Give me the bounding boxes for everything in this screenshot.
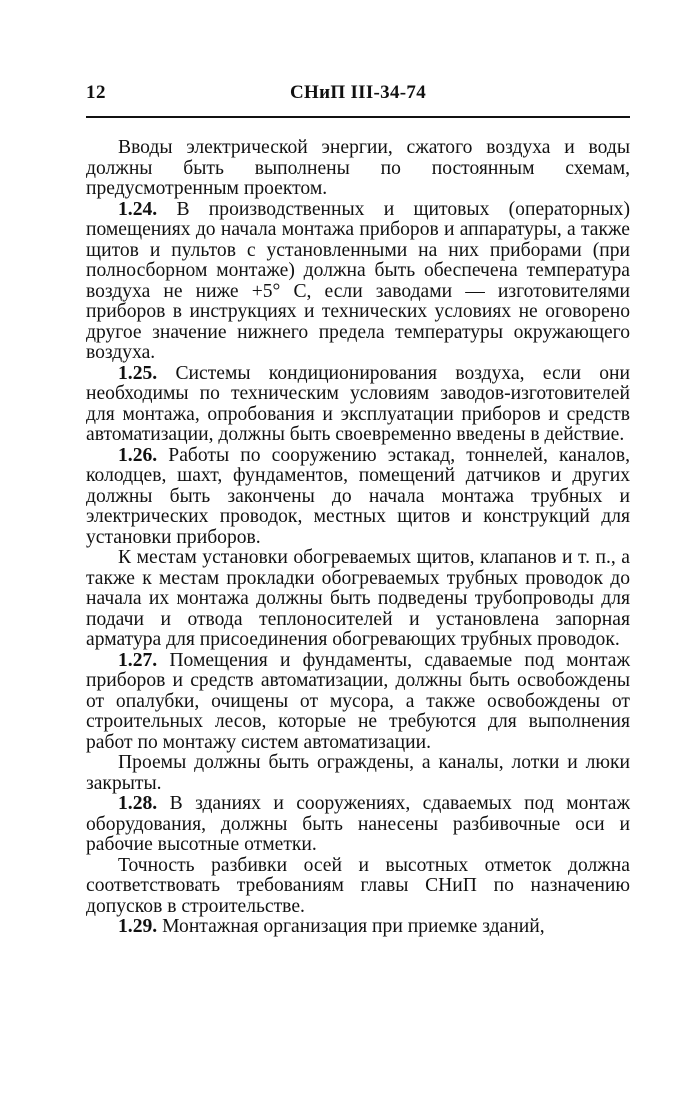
clause-number: 1.25.	[118, 362, 158, 384]
paragraph-text: В производственных и щитовых (операторных) помещениях до начала монтажа приборов и аппаратуры, а также щитов и пультов с установленными на них приборами (при полносборном монтаже) должна быть обеспечена температура воздуха не ниже +5° С, если заводами — изготовителями приборов в инструкциях и технических условиях не оговорено другое значение нижнего предела температуры окружающего воздуха.	[86, 198, 630, 363]
page-number: 12	[86, 82, 106, 103]
paragraph	[86, 753, 630, 794]
document-page	[86, 82, 630, 938]
clause-number: 1.24.	[118, 198, 158, 220]
paragraph-text: Вводы электрической энергии, сжатого воздуха и воды должны быть выполнены по постоянным схемам, предусмотренным проектом.	[86, 137, 630, 199]
page-header	[86, 82, 630, 110]
clause-number: 1.26.	[118, 444, 158, 466]
paragraph-text: В зданиях и сооружениях, сдаваемых под монтаж оборудования, должны быть нанесены разбивочные оси и рабочие высотные отметки.	[86, 793, 630, 855]
paragraph	[86, 200, 630, 364]
paragraph-text: Помещения и фундаменты, сдаваемые под монтаж приборов и средств автоматизации, должны быть освобождены от опалубки, очищены от мусора, а также освобождены от строительных лесов, которые не требуются для выполнения работ по монтажу систем автоматизации.	[86, 649, 630, 753]
clause-number: 1.28.	[118, 793, 158, 814]
paragraph-text: Системы кондиционирования воздуха, если они необходимы по техническим условиям заводов-изготовителей для монтажа, опробования и эксплуатации приборов и средств автоматизации, должны быть своевременно введены в действие.	[86, 362, 630, 445]
paragraph-text: Монтажная организация при приемке зданий,	[157, 916, 545, 937]
paragraph	[86, 364, 630, 446]
paragraph-text: Точность разбивки осей и высотных отметок должна соответствовать требованиям главы СНиП по назначению допусков в строительстве.	[86, 854, 630, 917]
paragraph	[86, 446, 630, 549]
header-rule	[86, 116, 630, 118]
clause-number: 1.27.	[118, 649, 158, 671]
paragraph	[86, 651, 630, 754]
paragraph-text: К местам установки обогреваемых щитов, клапанов и т. п., а также к местам прокладки обогреваемых трубных проводок до начала их монтажа должны быть подведены трубопроводы для подачи и отвода теплоносителей и установлена запорная арматура для присоединения обогревающих трубных проводок.	[86, 547, 630, 650]
paragraph-text: Проемы должны быть ограждены, а каналы, лотки и люки закрыты.	[86, 752, 630, 794]
paragraph-text: Работы по сооружению эстакад, тоннелей, каналов, колодцев, шахт, фундаментов, помещений датчиков и других должны быть закончены до начала монтажа трубных и электрических проводок, местных щитов и конструкций для установки приборов.	[86, 444, 630, 548]
paragraph	[86, 548, 630, 651]
paragraph	[86, 794, 630, 856]
clause-number: 1.29.	[118, 916, 158, 937]
running-head: СНиП III-34-74	[289, 82, 426, 103]
document-body	[86, 138, 630, 938]
paragraph	[86, 856, 630, 918]
paragraph	[86, 138, 630, 200]
paragraph	[86, 917, 630, 938]
